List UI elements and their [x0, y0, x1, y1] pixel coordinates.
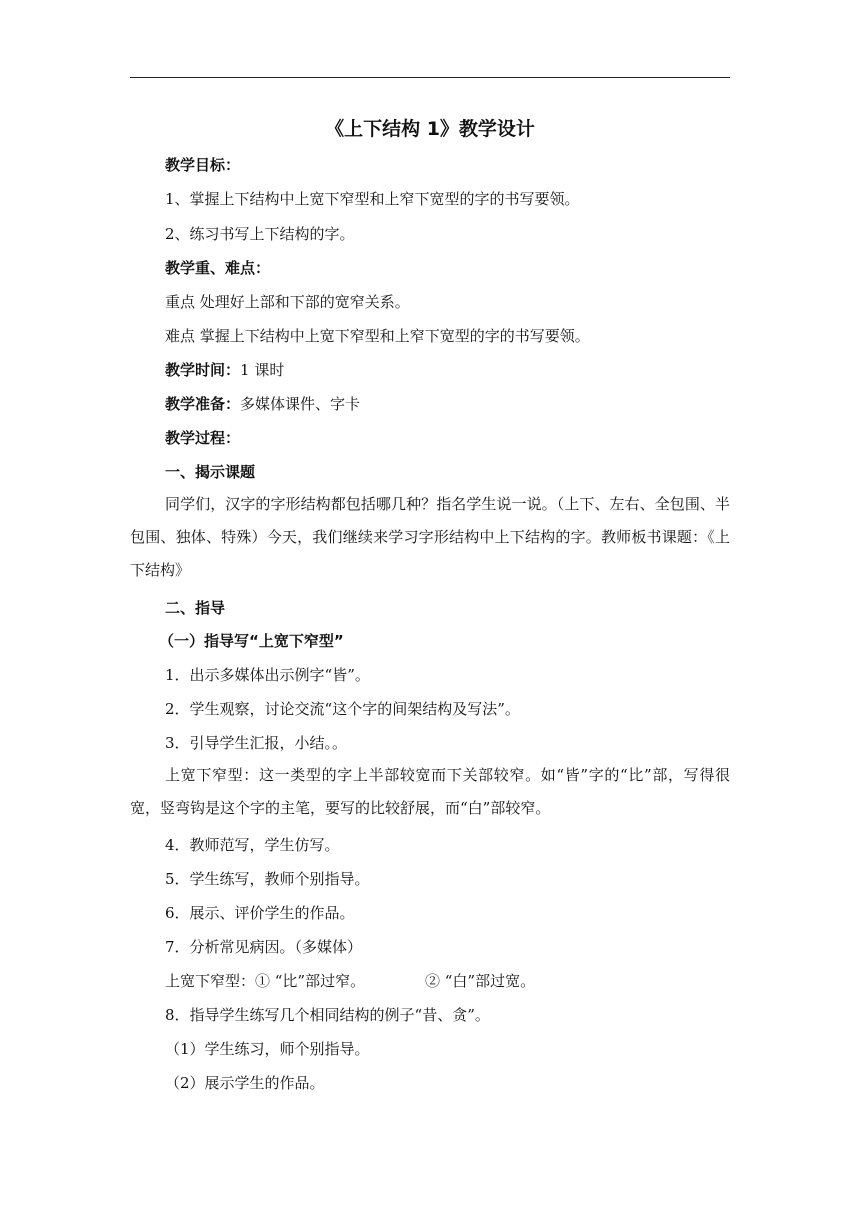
step-6: 6．展示、评价学生的作品。 [165, 904, 355, 922]
key-point: 重点 处理好上部和下部的宽窄关系。 [165, 293, 410, 311]
section1-heading: 一、揭示课题 [165, 463, 256, 481]
section1-body: 同学们，汉字的字形结构都包括哪几种？指名学生说一说。（上下、左右、全包围、半包围、独体、特殊）今天，我们继续来学习字形结构中上下结构的字。教师板书课题：《上下结构》 [130, 495, 730, 579]
objective-2: 2、练习书写上下结构的字。 [165, 225, 355, 243]
prep-line [165, 394, 360, 414]
objective-1: 1、掌握上下结构中上宽下窄型和上窄下宽型的字的书写要领。 [165, 190, 580, 208]
document-title: 《上下结构 1》教学设计 [325, 118, 535, 140]
prep-label: 教学准备： [165, 395, 241, 413]
header-rule [130, 77, 730, 78]
faults-b: ② “白”部过宽。 [425, 972, 536, 990]
subsection1-heading: （一）指导写“上宽下窄型” [159, 632, 344, 650]
prep-value: 多媒体课件、字卡 [240, 395, 361, 413]
section2-heading: 二、指导 [165, 599, 226, 617]
step-8-2: （2）展示学生的作品。 [165, 1074, 325, 1092]
step-8-1: （1）学生练习，师个别指导。 [165, 1040, 370, 1058]
step-3: 3．引导学生汇报，小结。。 [165, 734, 348, 752]
time-value: 1 课时 [240, 361, 285, 379]
process-heading: 教学过程： [165, 429, 241, 447]
step-4: 4．教师范写，学生仿写。 [165, 836, 340, 854]
time-line [165, 360, 284, 380]
step-1: 1．出示多媒体出示例字“皆”。 [165, 666, 370, 684]
step-7: 7．分析常见病因。（多媒体） [165, 938, 363, 956]
objectives-heading: 教学目标： [165, 156, 241, 174]
difficult-point: 难点 掌握上下结构中上宽下窄型和上窄下宽型的字的书写要领。 [165, 327, 590, 345]
key-points-heading: 教学重、难点： [165, 259, 271, 277]
faults-a: 上宽下窄型：① “比”部过窄。 [165, 972, 366, 990]
explanation: 上宽下窄型：这一类型的字上半部较宽而下关部较窄。如“皆”字的“比”部，写得很宽，竖弯钩是这个字的主笔，要写的比较舒展，而“白”部较窄。 [130, 766, 730, 817]
step-2: 2．学生观察，讨论交流“这个字的间架结构及写法”。 [165, 700, 520, 718]
time-label: 教学时间： [165, 361, 241, 379]
step-8: 8．指导学生练写几个相同结构的例子“昔、贪”。 [165, 1006, 490, 1024]
step-5: 5．学生练写，教师个别指导。 [165, 870, 370, 888]
